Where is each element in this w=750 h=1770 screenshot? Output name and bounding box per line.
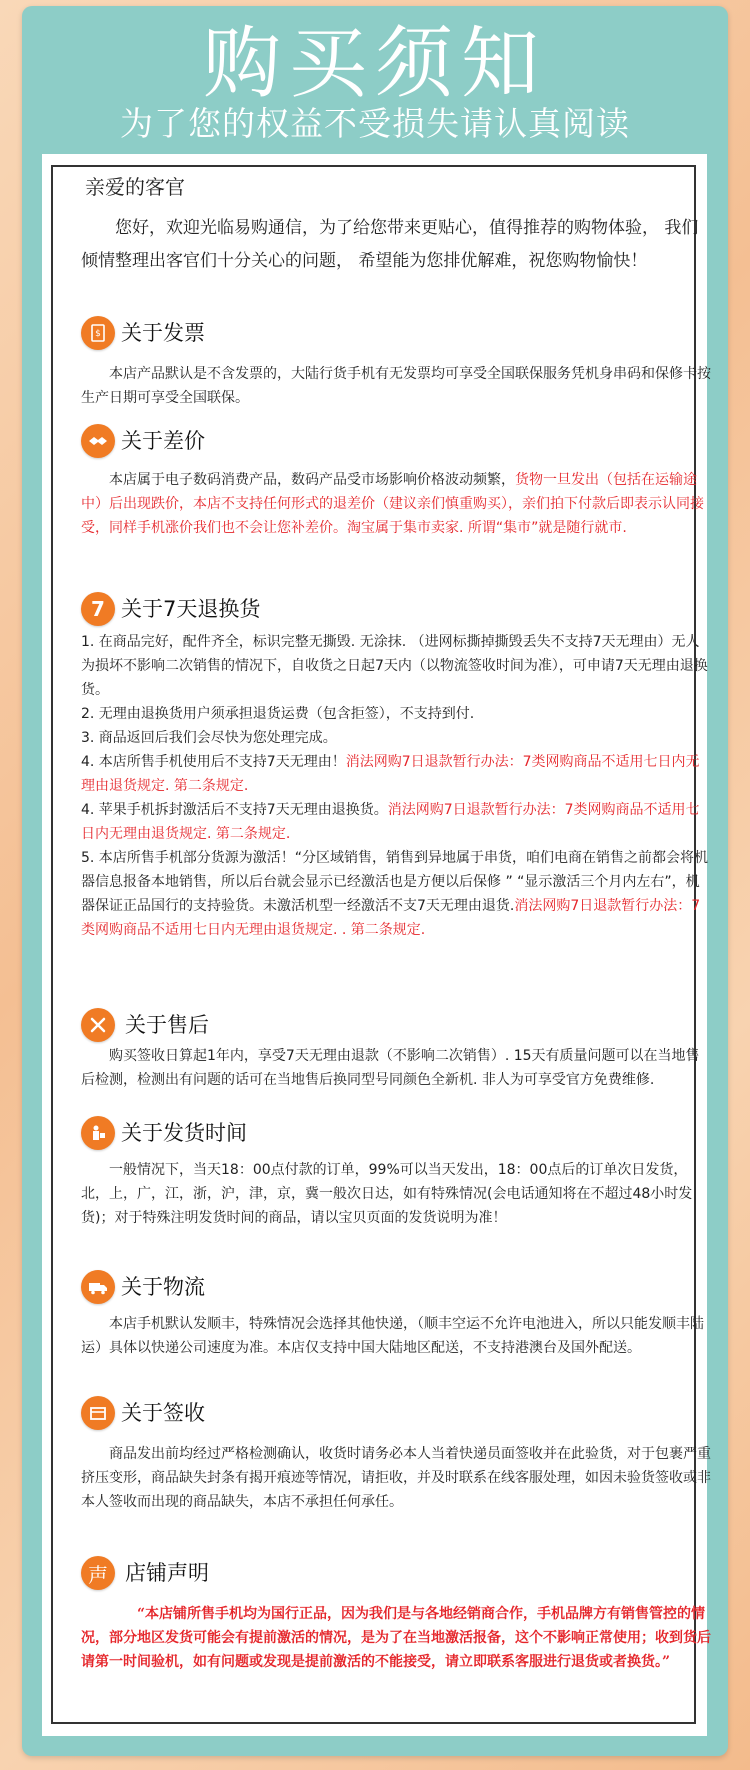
returns-item-5-text: 4. 苹果手机拆封激活后不支持7天无理由退换货。 [81,802,388,818]
notice-frame [22,6,728,1756]
returns-item-5 [81,798,711,846]
section-title-aftersales: 关于售后 [125,1013,209,1037]
delivery-person-icon [81,1116,115,1150]
section-title-shipping: 关于发货时间 [121,1121,247,1145]
section-aftersales [81,1006,711,1092]
voice-icon: 声 [81,1556,115,1590]
returns-item-6-text: 5. 本店所售手机部分货源为激活！“分区域销售，销售到异地属于串货，咱们电商在销售之前都会将机器信息报备本地销售，所以后台就会显示已经激活也是方便以后保修 ” “显示激活三个月内左右”，机器保证正品国行的支持验货。未激活机型一经激活不支7天无理由退货. [81,850,709,914]
section-logistics [81,1268,711,1360]
returns-item-2: 2. 无理由退换货用户须承担退货运费（包含拒签），不支持到付. [81,706,475,722]
package-icon [81,1396,115,1430]
section-returns [81,590,711,942]
invoice-icon [81,316,115,350]
section-title-receipt: 关于签收 [121,1401,205,1425]
invoice-text: 本店产品默认是不含发票的，大陆行货手机有无发票均可享受全国联保服务凭机身串码和保修卡按生产日期可享受全国联保。 [81,366,711,406]
svg-text:$: $ [95,329,101,339]
section-title-returns: 关于7天退换货 [121,597,261,621]
greeting-body: 您好，欢迎光临易购通信，为了给您带来更贴心，值得推荐的购物体验， 我们倾情整理出客官们十分关心的问题， 希望能为您排优解难，祝您购物愉快！ [81,218,699,271]
section-title-statement: 店铺声明 [125,1561,209,1585]
receipt-text: 商品发出前均经过严格检测确认，收货时请务必本人当着快递员面签收并在此验货，对于包裹严重挤压变形，商品缺失封条有揭开痕迹等情况，请拒收，并及时联系在线客服处理，如因未验货签收或非本人签收而出现的商品缺失，本店不承担任何承任。 [81,1446,711,1510]
returns-item-1: 1. 在商品完好，配件齐全，标识完整无撕毁. 无涂抹. （进网标撕掉撕毁丢失不支持7天无理由）无人为损坏不影响二次销售的情况下，自收货之日起7天内（以物流签收时间为准），可申请7天无理由退换货。 [81,634,708,698]
returns-item-6-warning: 消法网购7日退款暂行办法：7类网购商品不适用七日内无理由退货规定. . 第二条规定. [81,898,701,938]
returns-item-6 [81,846,711,942]
section-price [81,422,711,540]
page-title: 购买须知 [202,19,547,109]
price-text [81,468,711,540]
returns-item-4-warning: 消法网购7日退款暂行办法：7类网购商品不适用七日内无理由退货规定. 第二条规定. [81,754,700,794]
greeting-title: 亲爱的客官 [85,175,185,199]
truck-icon [81,1270,115,1304]
price-text-normal: 本店属于电子数码消费产品，数码产品受市场影响价格波动频繁， [109,472,515,488]
returns-item-4 [81,750,711,798]
section-statement [81,1554,711,1674]
section-shipping [81,1114,711,1230]
shipping-text: 一般情况下，当天18：00点付款的订单，99%可以当天发出，18：00点后的订单次日发货，北，上，广，江，浙，沪，津，京，冀一般次日达，如有特殊情况(会电话通知将在不超过48小时发货)；对于特殊注明发货时间的商品，请以宝贝页面的发货说明为准！ [81,1162,693,1226]
price-text-warning: 货物一旦发出（包括在运输途中）后出现跌价，本店不支持任何形式的退差价（建议亲们慎重购买），亲们拍下付款后即表示认同接受，同样手机涨价我们也不会让您补差价。淘宝属于集市卖家. 所谓“集市”就是随行就市. [81,472,704,536]
section-invoice [81,314,711,410]
logistics-text: 本店手机默认发顺丰，特殊情况会选择其他快递，（顺丰空运不允许电池进入，所以只能发顺丰陆运）具体以快递公司速度为准。本店仅支持中国大陆地区配送，不支持港澳台及国外配送。 [81,1316,704,1356]
returns-item-5-warning: 消法网购7日退款暂行办法：7类网购商品不适用七日内无理由退货规定. 第二条规定. [81,802,700,842]
handshake-icon [81,424,115,458]
section-receipt [81,1394,711,1514]
aftersales-text: 购买签收日算起1年内，享受7天无理由退款（不影响二次销售）. 15天有质量问题可以在当地售后检测，检测出有问题的话可在当地售后换同型号同颜色全新机. 非人为可享受官方免费维修. [81,1048,700,1088]
section-title-price: 关于差价 [121,429,205,453]
notice-panel [42,154,711,1736]
seven-icon: 7 [81,592,115,626]
returns-item-4-text: 4. 本店所售手机使用后不支持7天无理由！ [81,754,346,770]
tools-icon [81,1008,115,1042]
page-subtitle: 为了您的权益不受损失请认真阅读 [120,104,630,143]
section-title-invoice: 关于发票 [121,321,205,345]
statement-text: “本店铺所售手机均为国行正品，因为我们是与各地经销商合作，手机品牌方有销售管控的情况，部分地区发货可能会有提前激活的情况，是为了在当地激活报备，这个不影响正常使用；收到货后请第一时间验机，如有问题或发现是提前激活的不能接受，请立即联系客服进行退货或者换货。” [81,1606,711,1670]
returns-item-3: 3. 商品返回后我们会尽快为您处理完成。 [81,730,337,746]
section-title-logistics: 关于物流 [121,1275,205,1299]
